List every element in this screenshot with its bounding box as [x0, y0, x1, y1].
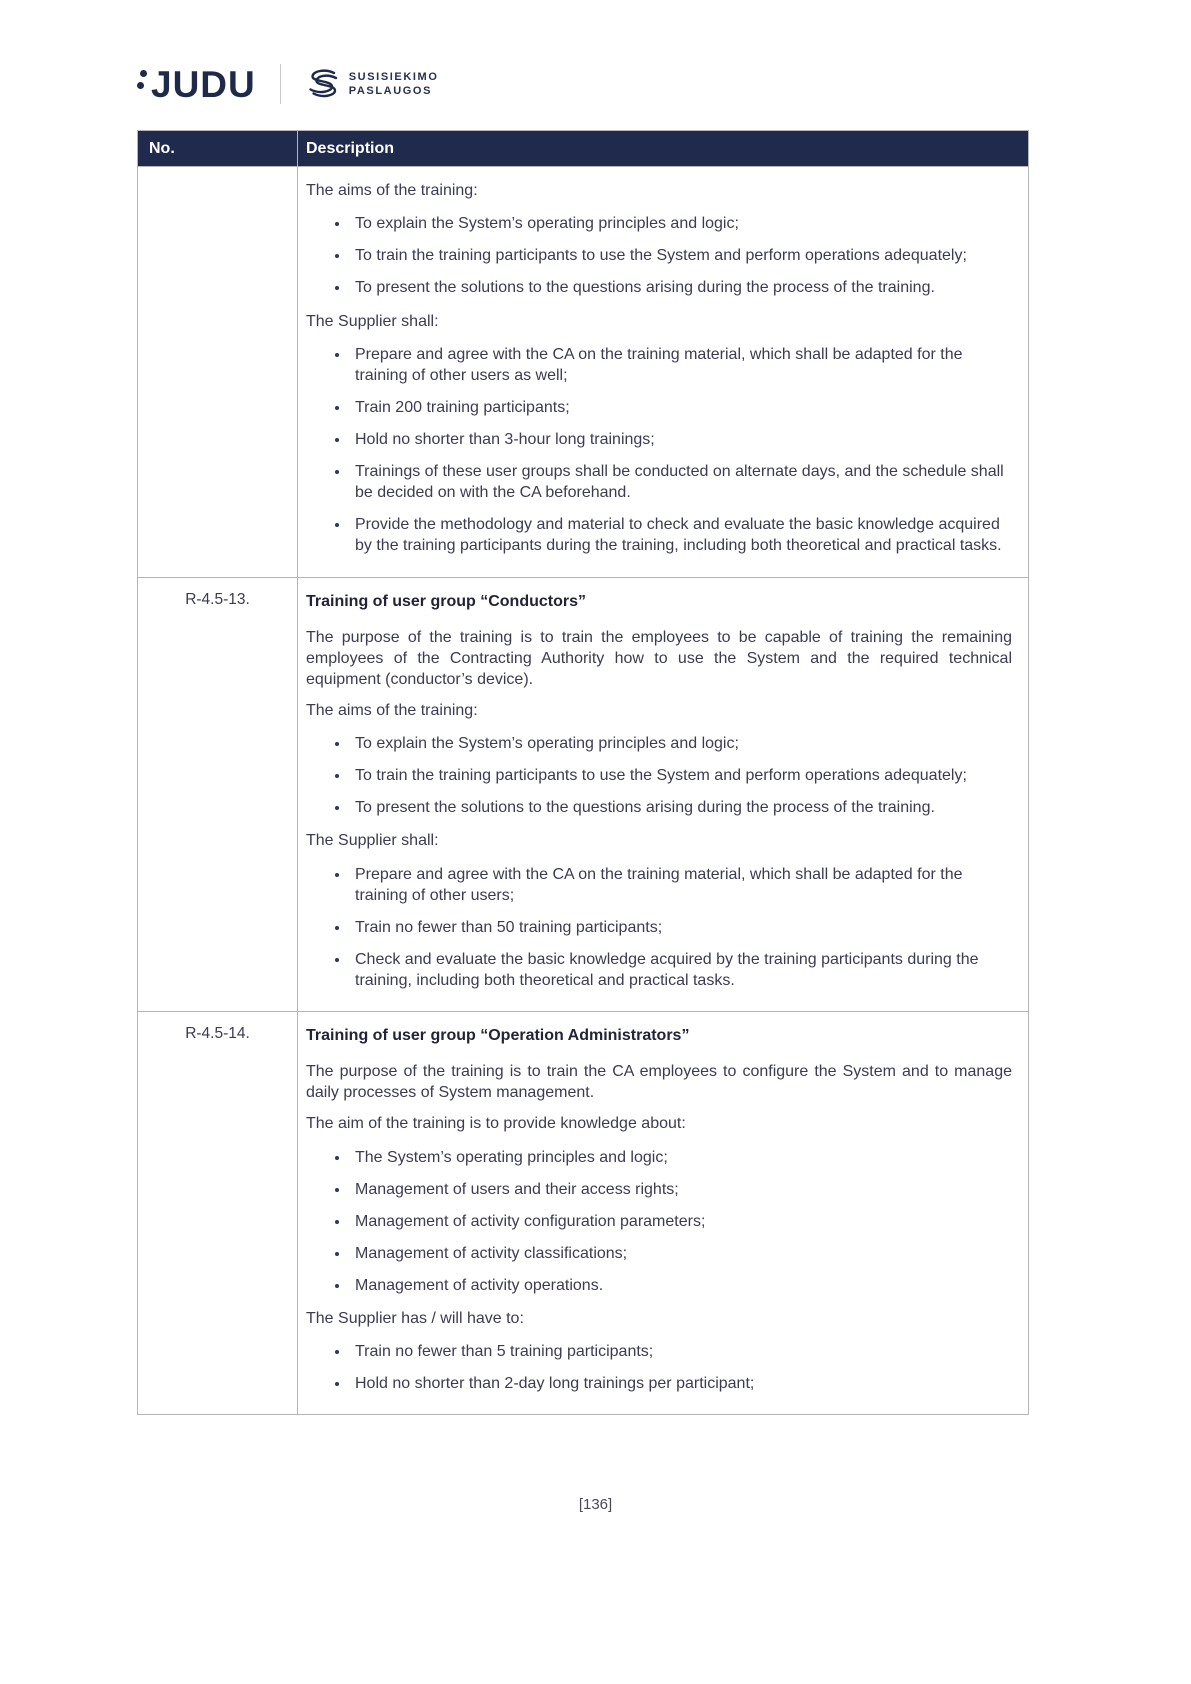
bullet-item: • To explain the System’s operating principles and logic;: [350, 213, 1012, 234]
bullet-item: • Train 200 training participants;: [350, 397, 1012, 418]
paragraph: The Supplier shall:: [306, 312, 439, 330]
bullet-item: • Prepare and agree with the CA on the training material, which shall be adapted for the training of other users;: [350, 864, 1012, 906]
partner-logo-text: [349, 70, 439, 99]
page-number: [136]: [578, 1496, 613, 1513]
table-row: [138, 577, 1029, 1012]
bullet-item: • Check and evaluate the basic knowledge acquired by the training participants during the training, including both theoretical and practical tasks.: [350, 949, 1012, 991]
row-title: Training of user group “Operation Administrators”: [306, 1027, 690, 1045]
judu-logo: [137, 63, 256, 105]
table-row: [138, 167, 1029, 577]
bullet-item: • Management of activity configuration parameters;: [350, 1211, 1012, 1232]
bullet-item: • To explain the System’s operating principles and logic;: [350, 733, 1012, 754]
paragraph: The aims of the training:: [306, 182, 478, 200]
bullet-list: [306, 1147, 1012, 1297]
bullet-item: • To present the solutions to the questions arising during the process of the training.: [350, 797, 1012, 818]
bullet-list: [306, 1341, 1012, 1394]
row-description-cell: [298, 577, 1029, 1012]
row-title: Training of user group “Conductors”: [306, 592, 586, 610]
row-number-cell: R-4.5-13.: [138, 577, 298, 1012]
bullet-list: [306, 733, 1012, 818]
bullet-item: • Management of users and their access rights;: [350, 1179, 1012, 1200]
paragraph: The aims of the training:: [306, 701, 478, 719]
bullet-list: [306, 344, 1012, 557]
table-header-row: [138, 131, 1029, 167]
row-description-cell: [298, 1012, 1029, 1415]
bullet-list: [306, 213, 1012, 298]
partner-s-icon: [305, 68, 341, 100]
paragraph: The purpose of the training is to train the employees to be capable of training the remaining employees of the Contracting Authority how to use the System and the required technical equipment (conductor’s device).: [306, 628, 1012, 688]
bullet-item: • Management of activity operations.: [350, 1275, 1012, 1296]
column-header-no: No.: [138, 131, 298, 167]
row-number-cell: R-4.5-14.: [138, 1012, 298, 1415]
table-body: [138, 167, 1029, 1415]
bullet-item: • The System’s operating principles and logic;: [350, 1147, 1012, 1168]
partner-logo-line2: PASLAUGOS: [348, 85, 433, 97]
row-description-cell: [298, 167, 1029, 577]
bullet-item: • Train no fewer than 5 training participants;: [350, 1341, 1012, 1362]
bullet-item: • Trainings of these user groups shall be conducted on alternate days, and the schedule shall be decided on with the CA beforehand.: [350, 461, 1012, 503]
header-logos: [137, 60, 1029, 108]
bullet-item: • Train no fewer than 50 training participants;: [350, 917, 1012, 938]
bullet-item: • Management of activity classifications;: [350, 1243, 1012, 1264]
partner-logo: [305, 68, 439, 100]
bullet-item: • To train the training participants to use the System and perform operations adequately;: [350, 765, 1012, 786]
judu-logo-dots-icon: [137, 70, 147, 89]
bullet-item: • Provide the methodology and material to check and evaluate the basic knowledge acquired by the training participants during the training, including both theoretical and practical tasks.: [350, 514, 1012, 556]
logo-divider: [280, 64, 281, 104]
bullet-item: • Hold no shorter than 2-day long trainings per participant;: [350, 1373, 1012, 1394]
bullet-item: • To train the training participants to use the System and perform operations adequately;: [350, 245, 1012, 266]
judu-logo-text: JUDU: [151, 63, 256, 105]
paragraph: The purpose of the training is to train the CA employees to configure the System and to manage daily processes of System management.: [306, 1063, 1012, 1102]
paragraph: The aim of the training is to provide knowledge about:: [306, 1115, 686, 1133]
paragraph: The Supplier has / will have to:: [306, 1310, 524, 1328]
column-header-description: Description: [298, 131, 1029, 167]
table-row: [138, 1012, 1029, 1415]
bullet-item: • Hold no shorter than 3-hour long trainings;: [350, 429, 1012, 450]
bullet-list: [306, 864, 1012, 992]
bullet-item: • Prepare and agree with the CA on the training material, which shall be adapted for the training of other users as well;: [350, 344, 1012, 386]
partner-logo-line1: SUSISIEKIMO: [348, 70, 439, 83]
row-number-cell: [138, 167, 298, 577]
bullet-item: • To present the solutions to the questions arising during the process of the training.: [350, 277, 1012, 298]
paragraph: The Supplier shall:: [306, 832, 439, 850]
requirements-table: [137, 130, 1029, 1415]
